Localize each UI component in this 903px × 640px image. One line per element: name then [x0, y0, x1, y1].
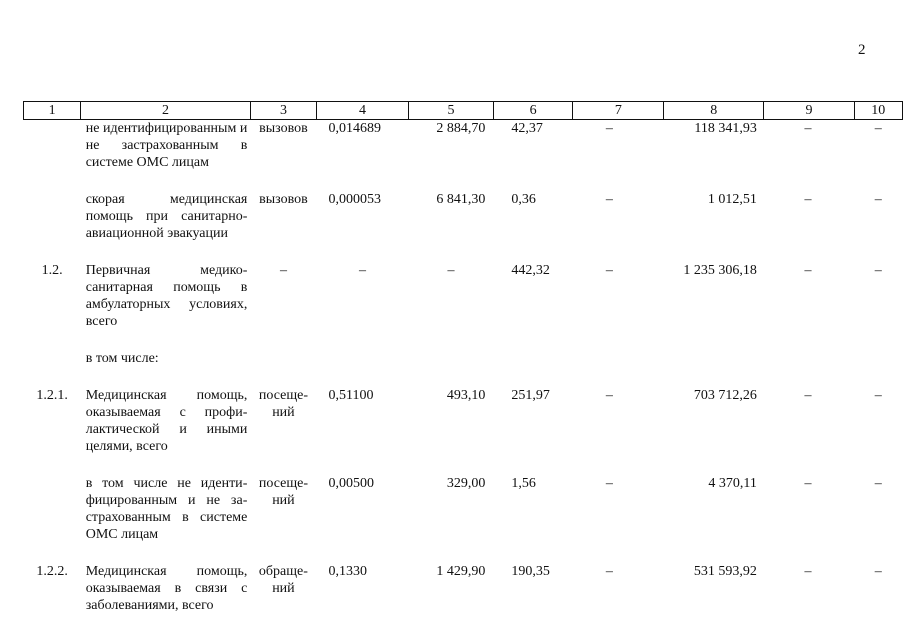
- row-col7: [573, 350, 664, 387]
- tariff-table: [23, 101, 903, 634]
- row-col4: 0,51100: [328, 388, 374, 403]
- row-col4: 0,014689: [328, 121, 382, 136]
- row-number: [24, 475, 81, 563]
- column-number-row: [24, 102, 903, 120]
- col-header-3: 3: [250, 102, 316, 120]
- row-col7: –: [605, 192, 613, 207]
- row-col8: 1 235 306,18: [683, 263, 757, 278]
- row-col7: –: [605, 388, 613, 403]
- row-col9: –: [804, 192, 812, 207]
- col-header-4: 4: [317, 102, 409, 120]
- row-col10: –: [874, 121, 882, 136]
- row-unit: посещений: [258, 388, 308, 420]
- row-col5: 2 884,70: [436, 121, 486, 136]
- row-col10: –: [874, 263, 882, 278]
- row-number: 1.2.: [41, 263, 63, 278]
- row-col10: –: [874, 388, 882, 403]
- row-col7: –: [605, 564, 613, 579]
- table-header: [24, 102, 903, 120]
- row-number: [24, 120, 81, 192]
- row-name: не идентифицированным и не застрахованным в системе ОМС лицам: [85, 121, 248, 170]
- table-row: [24, 262, 903, 350]
- row-unit: посещений: [258, 476, 308, 508]
- row-col4: –: [359, 263, 367, 278]
- row-col8: 1 012,51: [707, 192, 757, 207]
- row-col8: 118 341,93: [694, 121, 757, 136]
- row-col4: 0,000053: [328, 192, 382, 207]
- row-unit: –: [279, 263, 287, 278]
- row-col10: [854, 350, 902, 387]
- row-name: скорая медицинская помощь при санитарно-авиационной эвакуации: [85, 192, 248, 241]
- row-col5: 1 429,90: [436, 564, 486, 579]
- row-number: [24, 191, 81, 262]
- row-col4: 0,00500: [328, 476, 375, 491]
- row-col9: [764, 350, 854, 387]
- page-number: 2: [858, 42, 866, 58]
- row-unit: обращений: [258, 564, 308, 596]
- row-col8: [664, 350, 764, 387]
- row-col6: 42,37: [511, 121, 543, 136]
- row-col7: –: [605, 263, 613, 278]
- row-col5: [409, 350, 494, 387]
- row-col10: –: [874, 476, 882, 491]
- row-col4: 0,1330: [328, 564, 368, 579]
- row-col9: –: [804, 388, 812, 403]
- col-header-10: 10: [854, 102, 902, 120]
- col-header-1: 1: [24, 102, 81, 120]
- row-name: Медицинская помощь, оказываемая в связи с заболеваниями, всего: [85, 564, 248, 613]
- row-number: 1.2.1.: [36, 388, 68, 403]
- row-col5: 493,10: [446, 388, 486, 403]
- table-row: [24, 120, 903, 192]
- row-col9: –: [804, 564, 812, 579]
- table-row: [24, 563, 903, 634]
- row-col5: –: [447, 263, 455, 278]
- row-name: в том числе не идентифицированным и не застрахованным в системе ОМС лицам: [85, 476, 248, 542]
- row-col9: –: [804, 121, 812, 136]
- row-col6: 190,35: [511, 564, 550, 579]
- table-row: [24, 350, 903, 387]
- row-col6: 251,97: [511, 388, 550, 403]
- table-row: [24, 191, 903, 262]
- row-col6: [493, 350, 573, 387]
- row-col9: –: [804, 476, 812, 491]
- row-col8: 703 712,26: [693, 388, 757, 403]
- row-name: Первичная медико-санитарная помощь в амбулаторных условиях, всего: [85, 263, 248, 329]
- row-col8: 4 370,11: [708, 476, 757, 491]
- row-unit: вызовов: [259, 121, 308, 136]
- row-col7: –: [605, 121, 613, 136]
- row-unit: [250, 350, 316, 387]
- row-col6: 1,56: [511, 476, 536, 491]
- row-unit: вызовов: [259, 192, 308, 207]
- row-col7: –: [605, 476, 613, 491]
- table-body: [24, 120, 903, 635]
- row-col4: [317, 350, 409, 387]
- table-row: [24, 475, 903, 563]
- row-col9: –: [804, 263, 812, 278]
- row-col8: 531 593,92: [693, 564, 757, 579]
- row-name: в том числе:: [85, 351, 159, 366]
- row-number: 1.2.2.: [36, 564, 68, 579]
- col-header-6: 6: [493, 102, 573, 120]
- table-row: [24, 387, 903, 475]
- col-header-7: 7: [573, 102, 664, 120]
- row-col10: –: [874, 192, 882, 207]
- row-col5: 329,00: [446, 476, 486, 491]
- col-header-8: 8: [664, 102, 764, 120]
- row-name: Медицинская помощь, оказываемая с профилактической и иными целями, всего: [85, 388, 248, 454]
- col-header-9: 9: [764, 102, 854, 120]
- row-number: [24, 350, 81, 387]
- row-col6: 442,32: [511, 263, 550, 278]
- row-col6: 0,36: [511, 192, 536, 207]
- col-header-2: 2: [81, 102, 251, 120]
- row-col5: 6 841,30: [436, 192, 486, 207]
- col-header-5: 5: [409, 102, 494, 120]
- row-col10: –: [874, 564, 882, 579]
